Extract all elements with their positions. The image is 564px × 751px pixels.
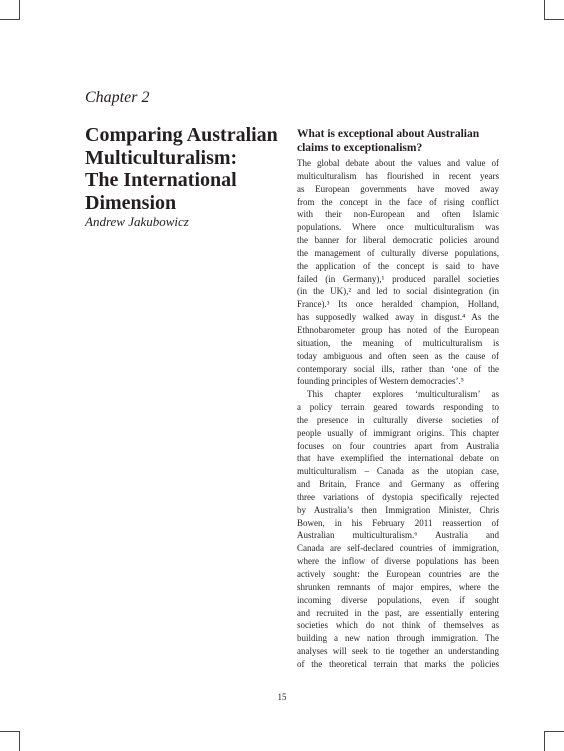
crop-mark [0,19,20,20]
body-line: actively sought: the European countries are the [297,569,499,579]
crop-mark [19,0,20,20]
body-line: multiculturalism has flourished in recent years [297,170,499,181]
chapter-label: Chapter 2 [85,89,150,106]
body-line: from the concept in the face of rising conflict [297,196,499,207]
body-line: populations. Where once multiculturalism was [297,222,499,233]
section-heading-line: claims to exceptionalism? [297,142,423,154]
author-name: Andrew Jakubowicz [85,214,189,229]
body-line: incoming diverse populations, even if sought [297,594,499,605]
body-line: failed (in Germany),¹ produced parallel societies [297,273,499,284]
crop-mark [544,731,564,732]
crop-mark [544,19,564,20]
body-line: three variations of dystopia specifically rejected [297,491,499,502]
body-line: focuses on four countries apart from Australia [297,440,499,451]
body-line: building a new nation through immigration. The [297,633,499,644]
body-line: Ethnobarometer group has noted of the European [297,324,499,335]
body-line: (in the UK),² and led to social disintegration (in [297,286,499,297]
crop-mark [19,731,20,751]
body-line: multiculturalism – Canada as the utopian case, [297,466,499,477]
body-line: as European governments have moved away [297,183,499,194]
body-line: France).³ Its once heralded champion, Holland, [297,299,499,310]
body-line: today ambiguous and often seen as the cause of [297,350,499,361]
chapter-title-line: Multiculturalism: [85,146,238,169]
body-line: the banner for liberal democratic policies around [297,235,499,246]
body-line: people usually of immigrant origins. This chapter [297,427,499,438]
body-line: of the theoretical terrain that marks the policies [297,658,499,669]
body-line: situation, the meaning of multiculturalism is [297,337,499,348]
body-line: This chapter explores ‘multiculturalism’ as [307,389,499,400]
body-line: where the inflow of diverse populations has been [297,556,499,567]
page-number: 15 [277,692,287,702]
body-line: founding principles of Western democracies’.⁵ [297,376,464,387]
body-line: and Britain, France and Germany as offering [297,479,499,490]
body-line: and recruited in the past, are essentially entering [297,607,499,618]
body-line: analyses will seek to tie together an understanding [297,646,499,657]
crop-mark [544,0,545,20]
chapter-title-line: The International [85,169,237,191]
crop-mark [0,731,20,732]
section-heading [297,127,497,155]
crop-mark [544,731,545,751]
body-line: Bowen, in his February 2011 reassertion of [297,517,499,528]
body-text [297,157,499,671]
section-heading-line: What is exceptional about Australian [297,128,480,140]
body-line: shrunken remnants of major empires, where the [297,581,499,592]
body-line: contemporary social ills, rather than ‘one of the [297,363,499,374]
body-line: Australian multiculturalism.⁶ Australia and [297,530,499,541]
chapter-title-line: Comparing Australian [85,124,278,146]
body-line: a policy terrain geared towards responding to [297,402,499,413]
body-line: by Australia’s then Immigration Minister, Chris [297,504,499,515]
body-line: Canada are self-declared countries of immigration, [297,543,499,554]
body-line: the management of culturally diverse populations, [297,247,499,258]
body-line: with their non-European and often Islamic [297,209,499,220]
body-line: the application of the concept is said to have [297,260,499,271]
body-line: The global debate about the values and value of [297,158,499,168]
body-line: that have exemplified the international debate on [297,453,499,464]
body-line: the presence in culturally diverse societies of [297,414,499,425]
chapter-title [85,124,285,214]
chapter-title-line: Dimension [85,191,177,214]
body-line: has supposedly walked away in disgust.⁴ As the [297,312,499,323]
body-line: societies which do not think of themselves as [297,620,499,631]
